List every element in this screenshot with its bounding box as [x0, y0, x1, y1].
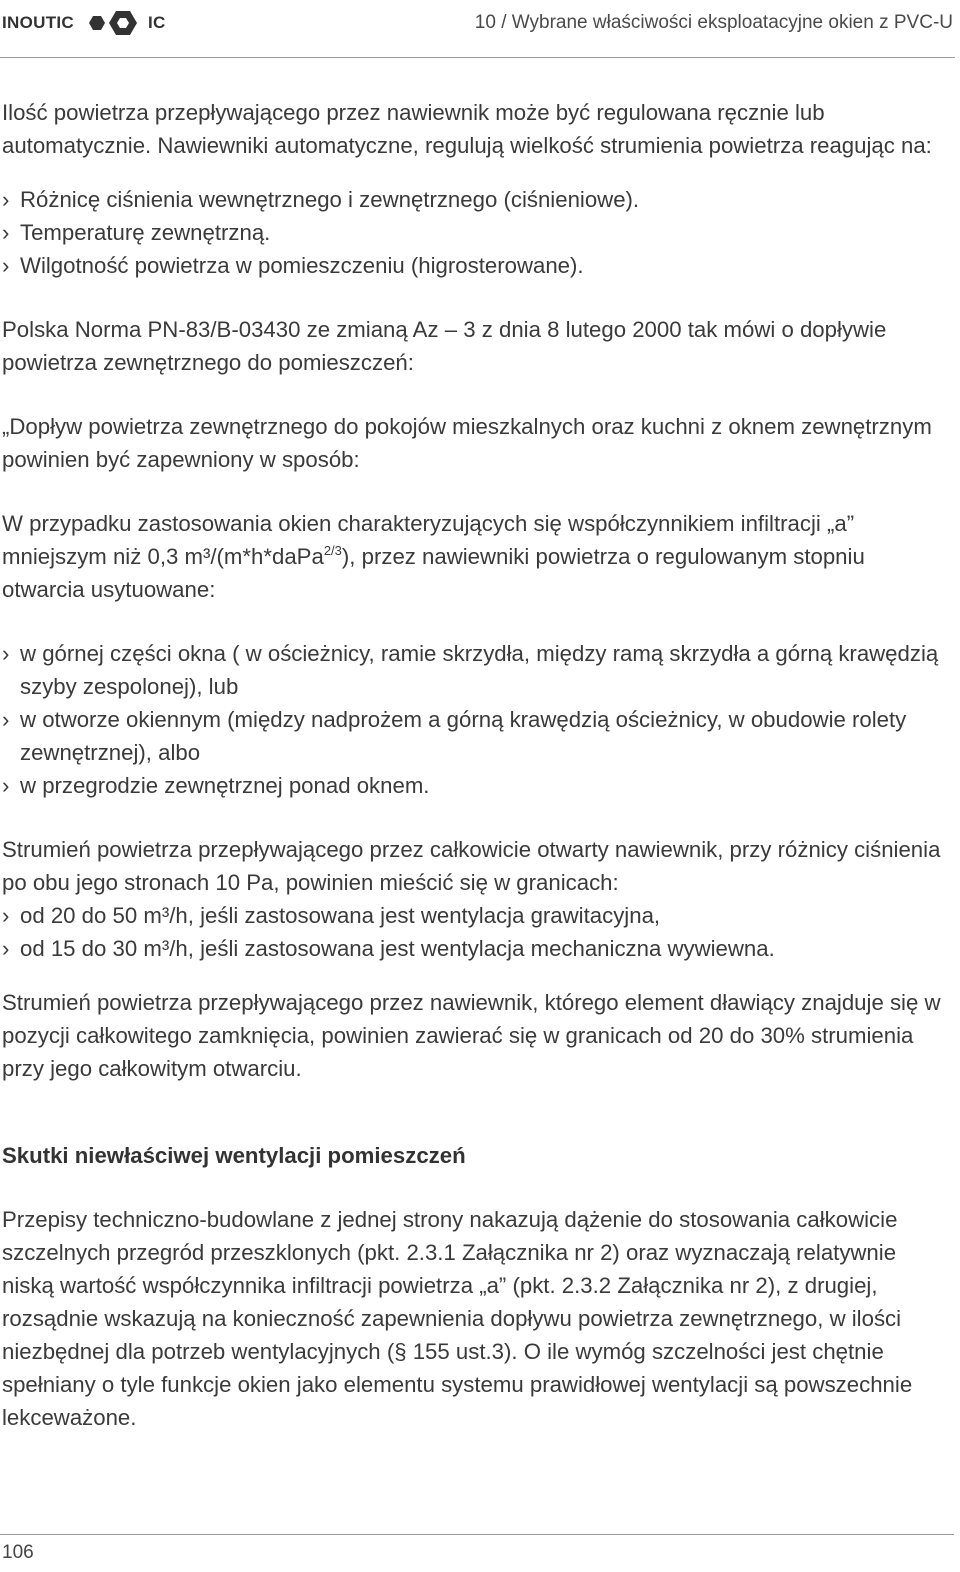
chevron-right-icon: › [2, 936, 10, 961]
quote-paragraph: „Dopływ powietrza zewnętrznego do pokojów mieszkalnych oraz kuchni z oknem zewnętrznym powinien być zapewniony w sposób: [2, 414, 932, 472]
chapter-title: 10 / Wybrane właściwości eksploatacyjne okien z PVC-U [474, 12, 953, 33]
norm-paragraph: Polska Norma PN-83/B-03430 ze zmianą Az – 3 z dnia 8 lutego 2000 tak mówi o dopływie powietrza zewnętrznego do pomieszczeń: [2, 317, 887, 375]
list-item: › w przegrodzie zewnętrznej ponad oknem. [2, 769, 952, 802]
page-header [0, 0, 955, 60]
logo-text-right: IC [147, 13, 166, 32]
header-divider [0, 57, 955, 58]
exponent: 2/3 [323, 543, 342, 558]
chevron-right-icon: › [2, 773, 10, 798]
chevron-right-icon: › [2, 641, 10, 666]
list-item: › w otworze okiennym (między nadprożem a górną krawędzią ościeżnicy, w obudowie rolety zewnętrznej), albo [2, 703, 952, 769]
intro-paragraph: Ilość powietrza przepływającego przez nawiewnik może być regulowana ręcznie lub automatycznie. Nawiewniki automatyczne, regulują wielkość strumienia powietrza reagując na: [2, 100, 932, 158]
list-item: › Temperaturę zewnętrzną. [2, 216, 952, 249]
regulation-type-list [2, 183, 952, 282]
footer-divider [0, 1534, 954, 1535]
chevron-right-icon: › [2, 903, 10, 928]
chevron-right-icon: › [2, 220, 10, 245]
section-heading: Skutki niewłaściwej wentylacji pomieszczeń [2, 1143, 466, 1168]
closed-stream-paragraph: Strumień powietrza przepływającego przez nawiewnik, którego element dławiący znajduje się w pozycji całkowitego zamknięcia, powinien zawierać się w granicach od 20 do 30% strumienia przy jego całkowitym otwarciu. [2, 990, 941, 1081]
list-item: › od 20 do 50 m³/h, jeśli zastosowana jest wentylacja grawitacyjna, [2, 899, 952, 932]
brand-logo [2, 10, 166, 36]
stream-range-list [2, 899, 952, 965]
list-item: › Wilgotność powietrza w pomieszczeniu (higrosterowane). [2, 249, 952, 282]
logo-text-left: INOUTIC [2, 13, 74, 32]
page-content [2, 96, 952, 1434]
chevron-right-icon: › [2, 707, 10, 732]
placement-list [2, 637, 952, 802]
chevron-right-icon: › [2, 187, 10, 212]
hexagon-logo-icon [88, 8, 144, 38]
stream-paragraph: Strumień powietrza przepływającego przez całkowicie otwarty nawiewnik, przy różnicy ciśnienia po obu jego stronach 10 Pa, powinien mieścić się w granicach: [2, 837, 941, 895]
list-item: › od 15 do 30 m³/h, jeśli zastosowana jest wentylacja mechaniczna wywiewna. [2, 932, 952, 965]
final-paragraph: Przepisy techniczno-budowlane z jednej strony nakazują dążenie do stosowania całkowicie szczelnych przegród przeszklonych (pkt. 2.3.1 Załącznika nr 2) oraz wyznaczają relatywnie niską wartość współczynnika infiltracji powietrza „a” (pkt. 2.3.2 Załącznika nr 2), z drugiej, rozsądnie wskazują na konieczność zapewnienia dopływu powietrza zewnętrznego, w ilości niezbędnej dla potrzeb wentylacyjnych (§ 155 ust.3). O ile wymóg szczelności jest chętnie spełniany o tyle funkcje okien jako elementu systemu prawidłowej wentylacji są powszechnie lekceważone. [2, 1207, 913, 1430]
list-item: › w górnej części okna ( w ościeżnicy, ramie skrzydła, między ramą skrzydła a górną krawędzią szyby zespolonej), lub [2, 637, 952, 703]
chevron-right-icon: › [2, 253, 10, 278]
list-item: › Różnicę ciśnienia wewnętrznego i zewnętrznego (ciśnieniowe). [2, 183, 952, 216]
page-number: 106 [2, 1542, 34, 1563]
case-paragraph: W przypadku zastosowania okien charakteryzujących się współczynnikiem infiltracji „a” mniejszym niż 0,3 m³/(m*h*daPa$^{2/3}$), przez nawiewniki powietrza o regulowanym stopniu otwarcia usytuowane: [2, 511, 865, 602]
